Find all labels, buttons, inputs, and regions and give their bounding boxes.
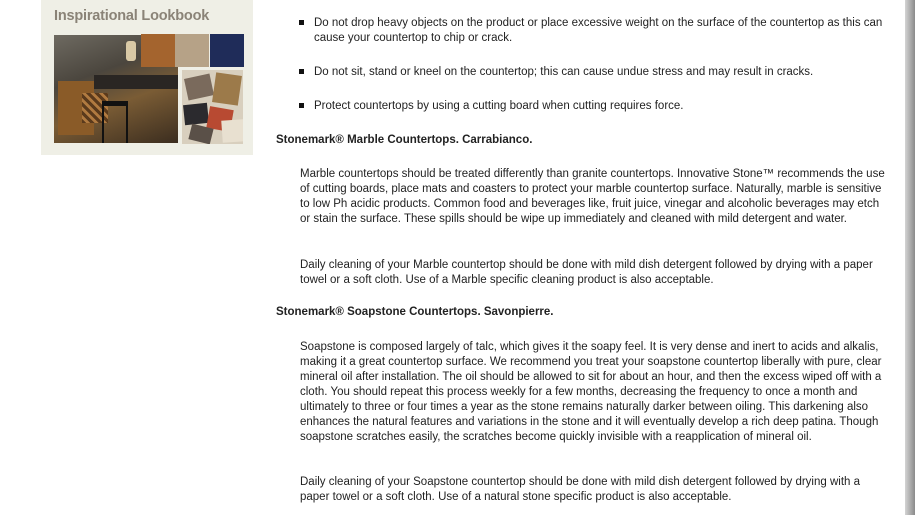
bullet-text: Do not sit, stand or kneel on the countertop; this can cause undue stress and may result in cracks. [314, 66, 814, 78]
marble-section-heading: Stonemark® Marble Countertops. Carrabianco. [276, 134, 533, 146]
color-swatch-navy[interactable] [210, 34, 244, 67]
sample-tile [212, 72, 242, 105]
sample-tile [183, 103, 209, 125]
bullet-text: Do not drop heavy objects on the product or place excessive weight on the surface of the countertop as this can cause your countertop to chip or crack. [314, 17, 883, 44]
soapstone-cleaning-paragraph: Daily cleaning of your Soapstone countertop should be done with mild dish detergent followed by drying with a paper towel or a soft cloth. Use of a natural stone specific product is also acceptable. [300, 476, 861, 503]
stool-shape [102, 101, 128, 143]
window-edge [905, 0, 915, 515]
sample-tile [221, 119, 243, 142]
marble-paragraph: Marble countertops should be treated differently than granite countertops. Innovative Stone™ recommends the use of cutting boards, place mats and coasters to protect your marble countertop surface. Naturally, marble is sensitive to low Ph acidic products. Common food and beverages like, fruit juice, vinegar and alcoholic beverages may etch or stain the surface. These spills should be wipe up immediately and cleaned with mild detergent and water. [300, 168, 885, 225]
marble-cleaning-paragraph: Daily cleaning of your Marble countertop should be done with mild dish detergent followed by drying with a paper towel or a soft cloth. Use of a Marble specific cleaning product is also acceptable. [300, 259, 873, 286]
bullet-item [314, 99, 884, 114]
lamp-shape [126, 41, 136, 61]
inspirational-lookbook-panel[interactable] [41, 0, 253, 155]
bullet-item [314, 16, 884, 46]
lookbook-title[interactable]: Inspirational Lookbook [54, 8, 210, 24]
sample-tile [184, 74, 214, 101]
soapstone-paragraph: Soapstone is composed largely of talc, which gives it the soapy feel. It is very dense and inert to acids and alkalis, making it a great countertop surface. We recommend you treat your soapstone countertop liberally with pure, clear mineral oil after installation. The oil should be allowed to sit for about an hour, and then the excess wiped off with a cloth. You should repeat this process weekly for a few months, decreasing the frequency to once a month and ultimately to three or four times a year as the stone remains naturally darker between oiling. This darkening also enhances the natural features and variations in the stone and it will eventually develop a rich deep patina. Though soapstone scratches easily, the scratches become quickly invisible with a reapplication of mineral oil. [300, 341, 882, 443]
material-samples-photo[interactable] [182, 70, 243, 144]
color-swatch-tan[interactable] [175, 34, 209, 67]
soapstone-section-heading: Stonemark® Soapstone Countertops. Savonpierre. [276, 306, 554, 318]
bullet-text: Protect countertops by using a cutting board when cutting requires force. [314, 100, 684, 112]
bullet-icon [299, 103, 304, 108]
color-swatch-copper[interactable] [141, 34, 175, 67]
bullet-icon [299, 69, 304, 74]
countertop-shape [94, 75, 178, 89]
bullet-item [314, 65, 884, 80]
bullet-icon [299, 20, 304, 25]
